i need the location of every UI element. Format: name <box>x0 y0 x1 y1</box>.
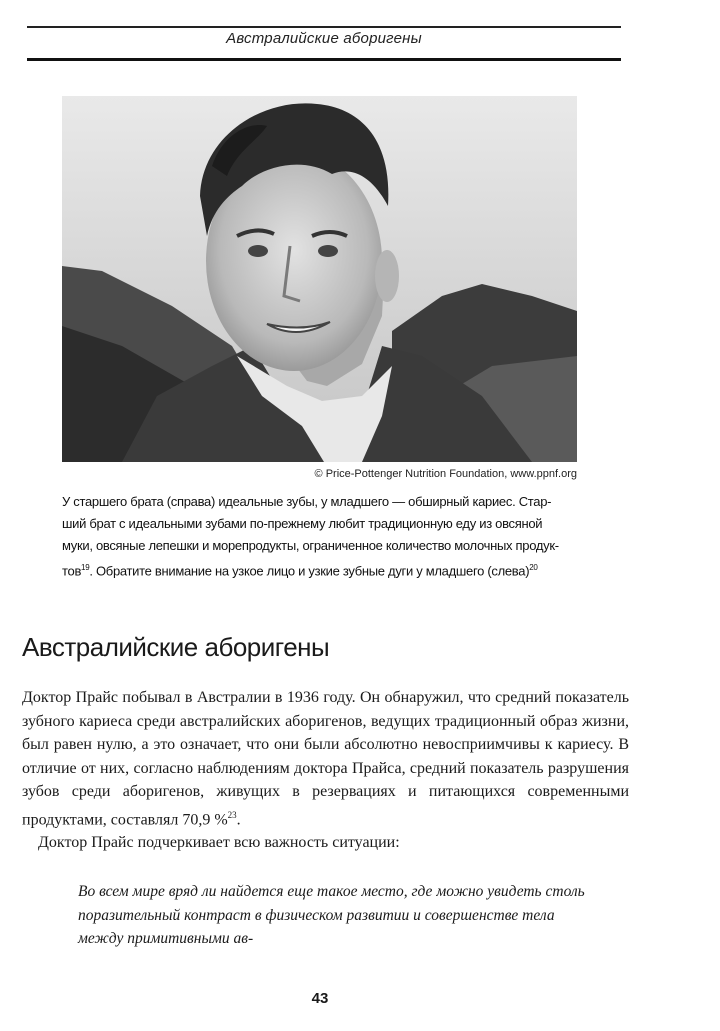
block-quote: Во всем мире вряд ли найдется еще такое место, где можно увидеть столь поразительный контраст в физическом развитии и совершенстве тела между примитивными ав- <box>78 883 585 947</box>
caption-line <box>62 557 582 582</box>
portrait-photo <box>62 96 577 462</box>
body-text <box>22 686 629 855</box>
footnote-ref: 23 <box>227 809 237 820</box>
paragraph <box>22 686 629 831</box>
photo-credit: © Price-Pottenger Nutrition Foundation, www.ppnf.org <box>314 468 577 480</box>
paragraph-end: . <box>236 810 241 828</box>
header-rule-top <box>27 26 621 28</box>
running-header: Австралийские аборигены <box>226 30 422 47</box>
paragraph-text: Доктор Прайс побывал в Австралии в 1936 году. Он обнаружил, что средний показатель зубного кариеса среди австралийских аборигенов, ведущих традиционный образ жизни, был равен нулю, а это означает, что они были абсолютно невосприимчивы к кариесу. В отличие от них, согласно наблюдениям доктора Прайса, средний показатель разрушения зубов среди аборигенов, живущих в резервациях и питающихся современными продуктами, составлял 70,9 % <box>22 689 629 828</box>
page-number: 43 <box>311 990 329 1007</box>
footnote-ref: 20 <box>529 563 538 572</box>
paragraph: Доктор Прайс подчеркивает всю важность ситуации: <box>38 834 400 852</box>
figure-caption <box>62 491 582 582</box>
header-rule-bottom <box>27 58 621 61</box>
footnote-ref: 19 <box>81 563 90 572</box>
caption-line: муки, овсяные лепешки и морепродукты, ограниченное количество молочных продук- <box>62 538 559 553</box>
caption-line: ший брат с идеальными зубами по-прежнему любит традиционную еду из овсяной <box>62 516 543 531</box>
caption-text: тов <box>62 563 82 579</box>
caption-text: . Обратите внимание на узкое лицо и узкие зубные дуги у младшего (слева) <box>89 563 530 579</box>
section-title: Австралийские аборигены <box>22 632 330 662</box>
caption-line: У старшего брата (справа) идеальные зубы, у младшего — обширный кариес. Стар- <box>62 494 552 509</box>
